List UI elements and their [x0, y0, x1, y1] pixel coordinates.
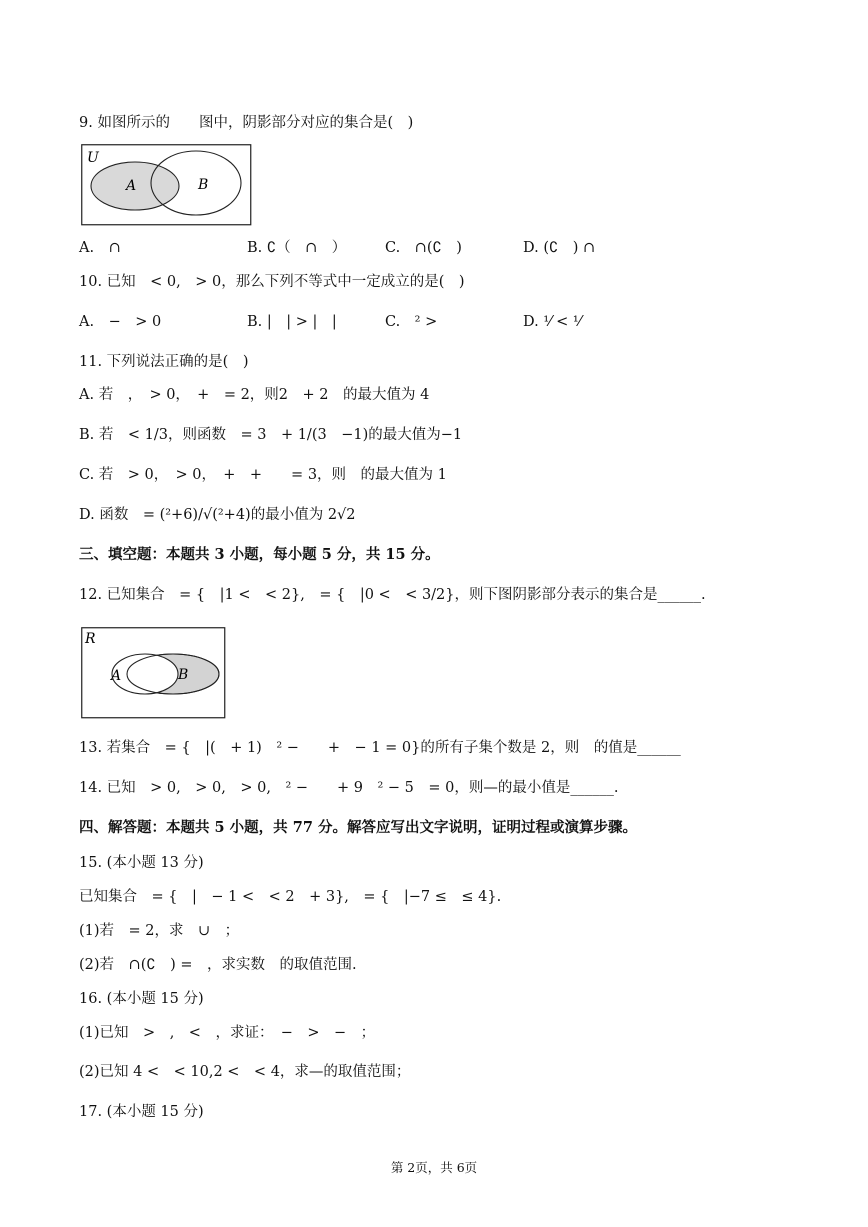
q10-option-c[interactable]: C. ² >: [385, 314, 438, 330]
q10-option-d[interactable]: D. ¹⁄ < ¹⁄: [523, 314, 582, 330]
q12-venn-label-r: R: [85, 631, 96, 647]
q15-part2: (2)若 ∩(∁ ) = ，求实数 的取值范围.: [79, 957, 357, 973]
q15-title: 15. (本小题 13 分): [79, 855, 204, 871]
q9-venn-label-u: U: [87, 150, 99, 166]
q9-option-b[interactable]: B. ∁（ ∩ ）: [247, 240, 347, 256]
q16-title: 16. (本小题 15 分): [79, 991, 204, 1007]
q14-stem: 14. 已知 > 0, > 0, > 0, ² − + 9 ² − 5 = 0，则—的最小值是______.: [79, 780, 619, 796]
q10-option-a[interactable]: A. − > 0: [79, 314, 162, 330]
q11-option-a[interactable]: A. 若 ， > 0， + = 2，则2 + 2 的最大值为 4: [79, 387, 430, 403]
q12-venn-diagram: [81, 627, 227, 724]
q9-venn-diagram: [81, 144, 252, 230]
q10-stem: 10. 已知 < 0, > 0，那么下列不等式中一定成立的是( ): [79, 274, 465, 290]
q10-option-b[interactable]: B. | | > | |: [247, 314, 337, 330]
section4-heading: 四、解答题：本题共 5 小题，共 77 分。解答应写出文字说明，证明过程或演算步骤。: [79, 819, 637, 836]
q9-venn-label-a: A: [126, 178, 137, 194]
q11-option-c[interactable]: C. 若 > 0， > 0， + + = 3，则 的最大值为 1: [79, 467, 447, 483]
q9-venn-label-b: B: [198, 177, 209, 193]
q9-stem: 9. 如图所示的 图中，阴影部分对应的集合是( ): [79, 115, 414, 131]
q16-part1: (1)已知 > , < ，求证： − > − ；: [79, 1025, 376, 1041]
q16-part2: (2)已知 4 < < 10,2 < < 4，求—的取值范围；: [79, 1064, 411, 1080]
q17-title: 17. (本小题 15 分): [79, 1104, 204, 1120]
q15-part1: (1)若 = 2，求 ∪ ；: [79, 923, 240, 939]
q12-stem: 12. 已知集合 = { |1 < < 2}, = { |0 < < 3/2}，则下图阴影部分表示的集合是______.: [79, 587, 706, 603]
q13-stem: 13. 若集合 = { |( + 1) ² − + − 1 = 0}的所有子集个数是 2，则 的值是______: [79, 740, 681, 756]
q11-option-b[interactable]: B. 若 < 1/3，则函数 = 3 + 1/(3 −1)的最大值为−1: [79, 427, 463, 443]
q9-option-d[interactable]: D. (∁ ) ∩: [523, 240, 596, 256]
page-footer: 第 2页，共 6页: [390, 1160, 478, 1175]
q12-venn-label-a: A: [111, 668, 122, 684]
q9-option-c[interactable]: C. ∩(∁ ): [385, 240, 462, 256]
q11-option-d[interactable]: D. 函数 = (²+6)/√(²+4)的最小值为 2√2: [79, 507, 356, 523]
q15-given: 已知集合 = { | − 1 < < 2 + 3}, = { |−7 ≤ ≤ 4}.: [79, 889, 502, 905]
section3-heading: 三、填空题：本题共 3 小题，每小题 5 分，共 15 分。: [79, 546, 440, 563]
q11-stem: 11. 下列说法正确的是( ): [79, 354, 249, 370]
q9-option-a[interactable]: A. ∩: [79, 240, 121, 256]
q12-venn-label-b: B: [178, 667, 189, 683]
